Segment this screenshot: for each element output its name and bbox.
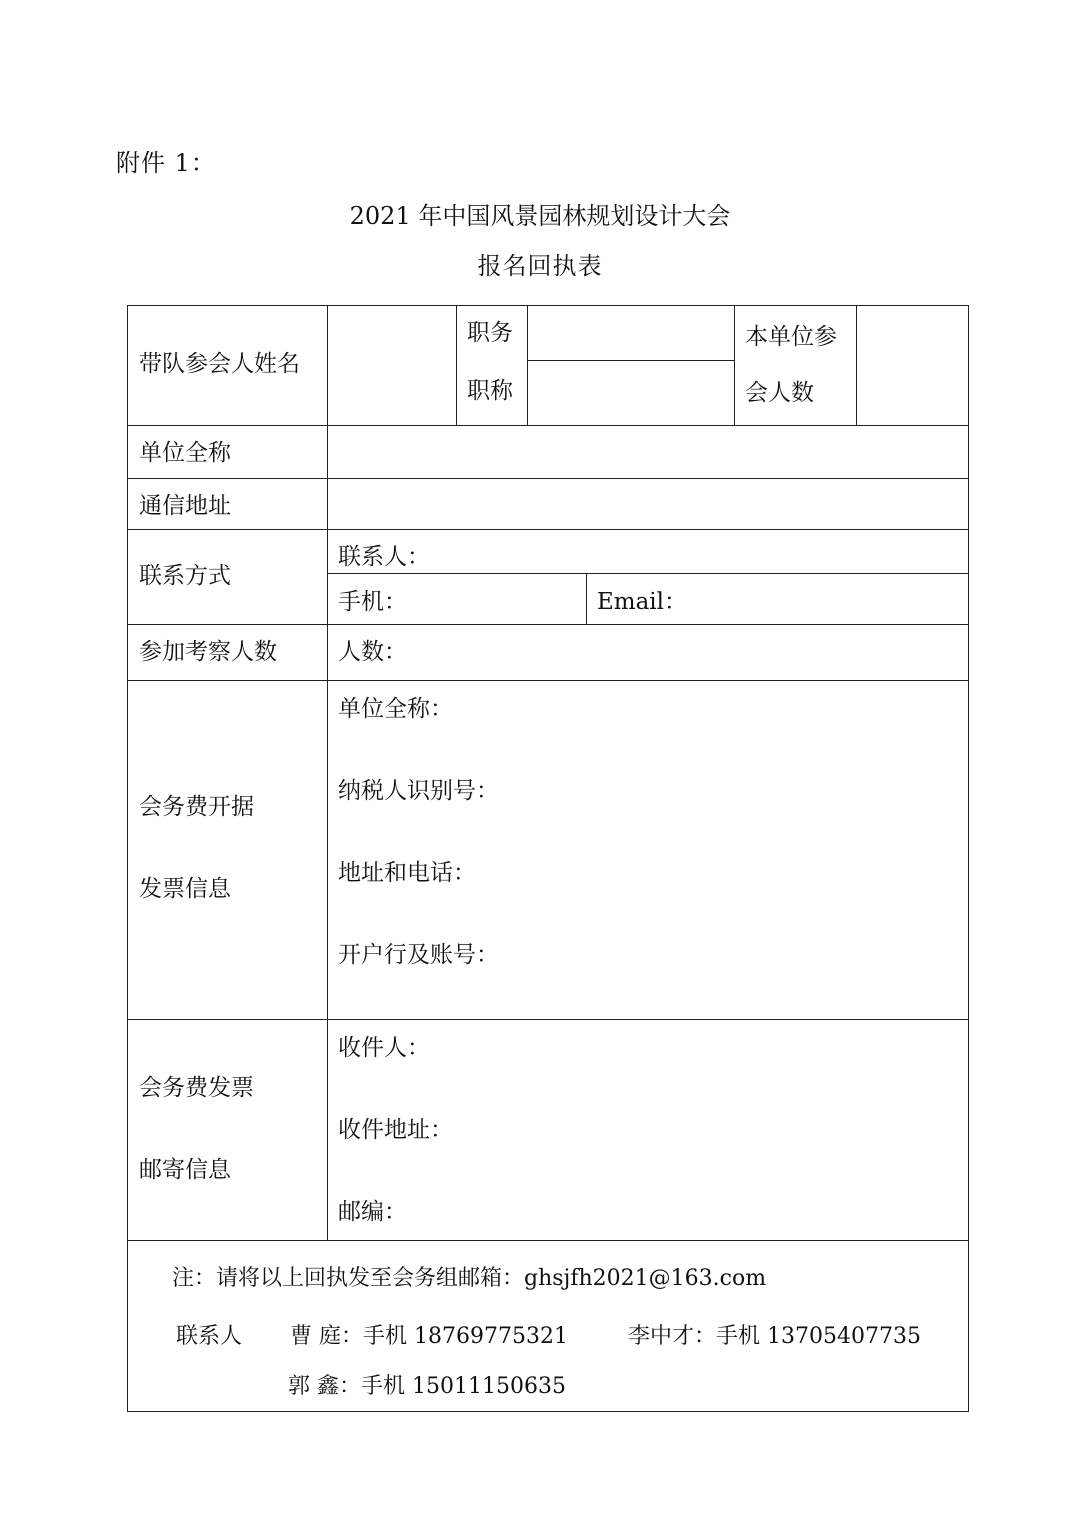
mailing-label-line1: 会务费发票 [139, 1075, 254, 1101]
title-label: 职称 [467, 378, 513, 404]
page-title: 2021 年中国风景园林规划设计大会 [349, 202, 731, 230]
row-divider [127, 1240, 969, 1241]
title-field[interactable] [528, 361, 734, 425]
column-divider [456, 305, 457, 425]
mobile-email-divider [586, 573, 587, 624]
attendees-label-line1: 本单位参 [745, 324, 837, 350]
email-field[interactable]: Email： [597, 589, 688, 615]
mobile-field[interactable]: 手机： [338, 589, 407, 615]
tour-count-field[interactable]: 人数： [338, 639, 407, 665]
contact-divider [327, 573, 969, 574]
row-divider [127, 680, 969, 681]
row-divider [127, 1019, 969, 1020]
position-field[interactable] [528, 306, 734, 360]
row-divider [127, 529, 969, 530]
postal-code-field[interactable]: 邮编： [338, 1199, 407, 1225]
attachment-label: 附件 1： [116, 149, 216, 177]
address-field[interactable] [328, 479, 968, 529]
contact-cao-ting: 曹 庭：手机 18769775321 [290, 1324, 568, 1349]
contacts-label: 联系人 [176, 1324, 243, 1349]
leader-name-label: 带队参会人姓名 [139, 351, 300, 377]
invoice-label-line1: 会务费开据 [139, 794, 254, 820]
page-subtitle: 报名回执表 [477, 252, 603, 280]
mailing-label-line2: 邮寄信息 [139, 1157, 231, 1183]
org-name-label: 单位全称 [139, 440, 231, 466]
attendees-label-line2: 会人数 [745, 380, 814, 406]
invoice-address-phone-field[interactable]: 地址和电话： [338, 860, 476, 886]
bank-account-field[interactable]: 开户行及账号： [338, 942, 499, 968]
submission-note: 注：请将以上回执发至会务组邮箱：ghsjfh2021@163.com [172, 1266, 767, 1291]
row-divider [127, 624, 969, 625]
invoice-org-field[interactable]: 单位全称： [338, 696, 453, 722]
column-divider [734, 305, 735, 425]
leader-name-field[interactable] [328, 306, 456, 425]
recipient-address-field[interactable]: 收件地址： [338, 1117, 453, 1143]
tour-label: 参加考察人数 [139, 639, 277, 665]
contact-label: 联系方式 [139, 563, 231, 589]
recipient-field[interactable]: 收件人： [338, 1035, 430, 1061]
address-label: 通信地址 [139, 493, 231, 519]
position-label: 职务 [467, 320, 513, 346]
org-name-field[interactable] [328, 426, 968, 478]
taxpayer-id-field[interactable]: 纳税人识别号： [338, 778, 499, 804]
contact-guo-xin: 郭 鑫：手机 15011150635 [288, 1374, 566, 1399]
attendees-count-field[interactable] [857, 306, 968, 425]
contact-person-field[interactable]: 联系人： [338, 544, 430, 570]
invoice-label-line2: 发票信息 [139, 876, 231, 902]
contact-li-zhongcai: 李中才：手机 13705407735 [628, 1324, 921, 1349]
